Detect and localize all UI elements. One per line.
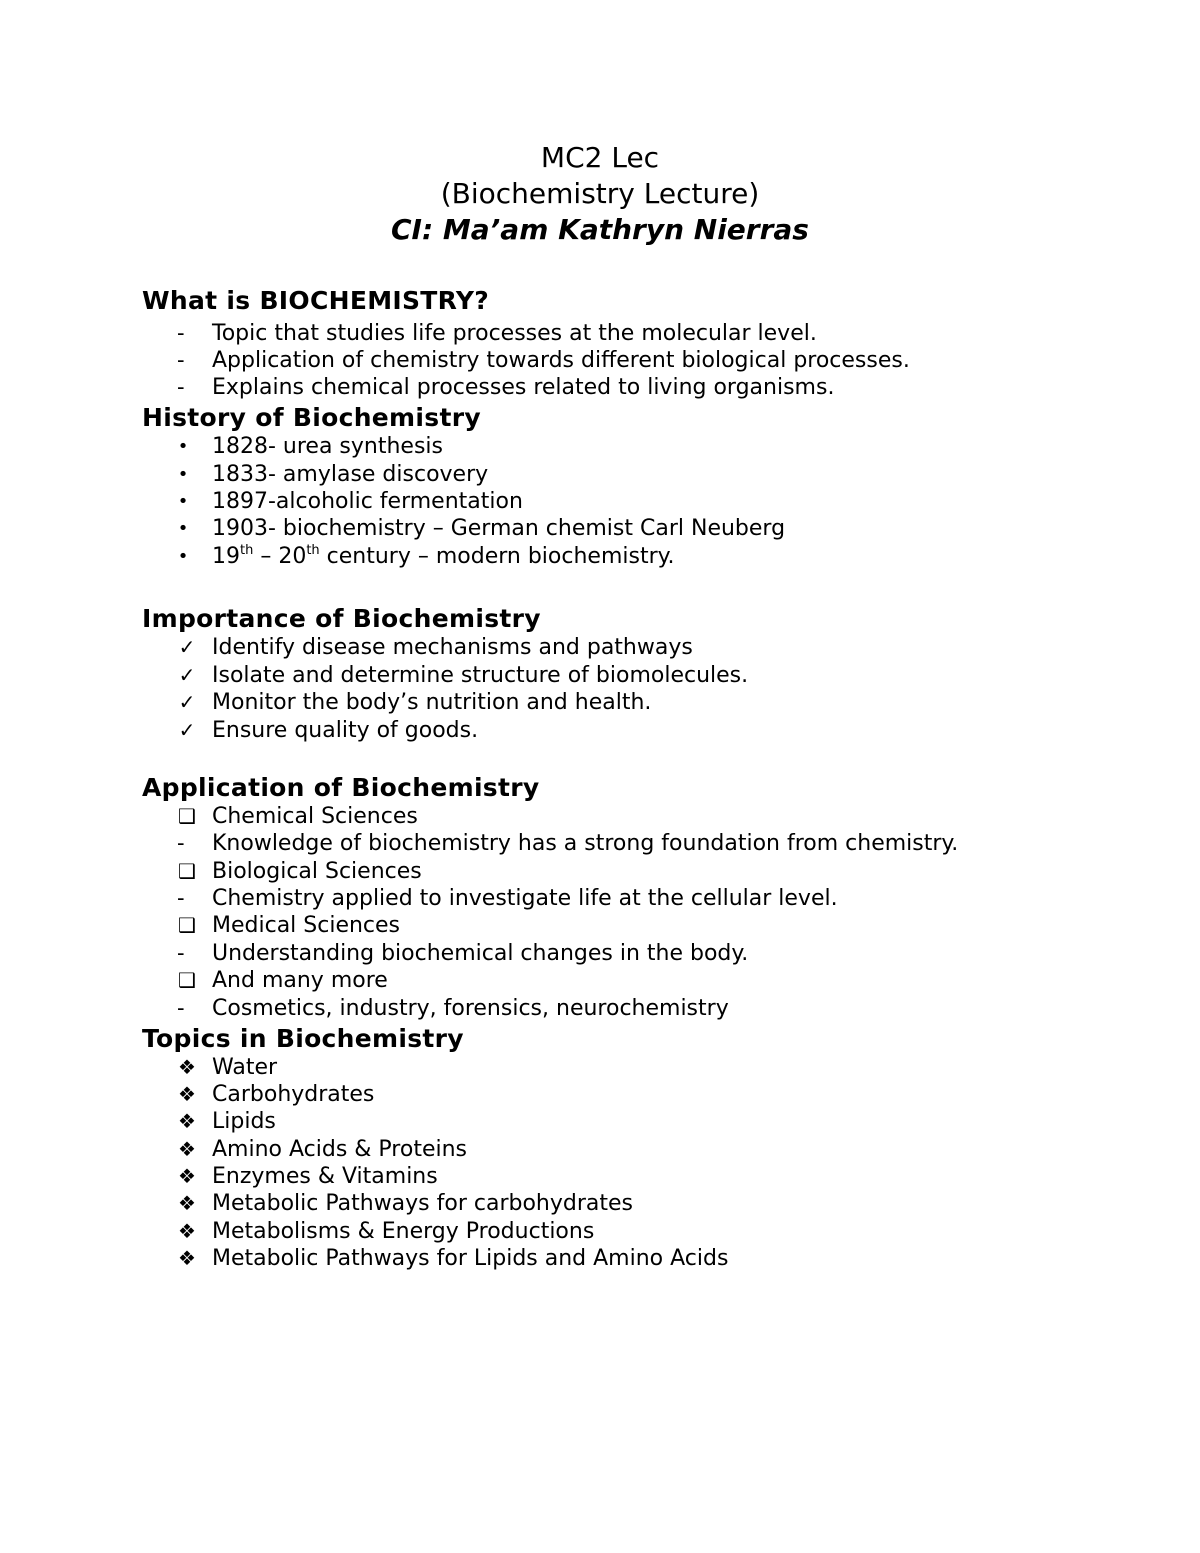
list-item-text: Ensure quality of goods. [212, 718, 479, 743]
list-item-text: Chemistry applied to investigate life at the cellular level. [212, 886, 838, 911]
dot-bullet: • [177, 436, 189, 457]
list-item-text: Explains chemical processes related to living organisms. [212, 375, 835, 400]
century-description: century – modern biochemistry. [319, 544, 675, 569]
list-item-text [212, 543, 675, 570]
list-item-text: Carbohydrates [212, 1082, 375, 1107]
list-item-text: Topic that studies life processes at the molecular level. [212, 321, 817, 346]
century-start: 19 [212, 544, 240, 569]
check-icon: ✓ [178, 635, 196, 659]
check-icon: ✓ [178, 663, 196, 687]
list-item-text: And many more [212, 968, 388, 993]
dot-bullet: • [177, 464, 189, 485]
check-icon: ✓ [178, 718, 196, 742]
list-item-text: Chemical Sciences [212, 804, 418, 829]
list-item-text: Medical Sciences [212, 913, 401, 938]
instructor-line: CI: Ma’am Kathryn Nierras [391, 213, 809, 246]
checkbox-icon: ❑ [178, 804, 196, 828]
list-item-text: Monitor the body’s nutrition and health. [212, 690, 652, 715]
list-item-text: Enzymes & Vitamins [212, 1164, 438, 1189]
course-subtitle: (Biochemistry Lecture) [440, 177, 760, 210]
title-block [0, 140, 1200, 248]
list-item-text: Cosmetics, industry, forensics, neurochemistry [212, 996, 729, 1021]
dash-bullet: - [177, 375, 185, 399]
dash-bullet: - [177, 348, 185, 372]
list-item-text: Application of chemistry towards different biological processes. [212, 348, 910, 373]
list-item-text: Metabolic Pathways for Lipids and Amino Acids [212, 1246, 729, 1271]
dot-bullet: • [177, 546, 189, 567]
century-end: – 20 [253, 544, 307, 569]
check-icon: ✓ [178, 690, 196, 714]
diamond-icon: ❖ [178, 1137, 196, 1161]
diamond-icon: ❖ [178, 1219, 196, 1243]
list-item-text: Identify disease mechanisms and pathways [212, 635, 693, 660]
list-item-text: Metabolic Pathways for carbohydrates [212, 1191, 634, 1216]
list-item-text: 1833- amylase discovery [212, 462, 489, 487]
list-item-text: Knowledge of biochemistry has a strong foundation from chemistry. [212, 831, 959, 856]
diamond-icon: ❖ [178, 1082, 196, 1106]
list-item-text: 1828- urea synthesis [212, 434, 443, 459]
course-title: MC2 Lec [540, 141, 660, 174]
list-item-text: Metabolisms & Energy Productions [212, 1219, 595, 1244]
diamond-icon: ❖ [178, 1109, 196, 1133]
dash-bullet: - [177, 996, 185, 1020]
list-item-text: Lipids [212, 1109, 276, 1134]
diamond-icon: ❖ [178, 1055, 196, 1079]
heading-application: Application of Biochemistry [142, 773, 540, 802]
superscript-th: th [306, 543, 320, 558]
heading-importance: Importance of Biochemistry [142, 604, 541, 633]
diamond-icon: ❖ [178, 1191, 196, 1215]
list-item-text: Water [212, 1055, 278, 1080]
dash-bullet: - [177, 321, 185, 345]
dash-bullet: - [177, 886, 185, 910]
checkbox-icon: ❑ [178, 859, 196, 883]
dash-bullet: - [177, 831, 185, 855]
list-item-text: 1897-alcoholic fermentation [212, 489, 523, 514]
checkbox-icon: ❑ [178, 968, 196, 992]
diamond-icon: ❖ [178, 1246, 196, 1270]
dot-bullet: • [177, 491, 189, 512]
dot-bullet: • [177, 518, 189, 539]
diamond-icon: ❖ [178, 1164, 196, 1188]
checkbox-icon: ❑ [178, 913, 196, 937]
dash-bullet: - [177, 941, 185, 965]
list-item-text: Isolate and determine structure of biomolecules. [212, 663, 749, 688]
heading-what-is: What is BIOCHEMISTRY? [142, 286, 490, 315]
superscript-th: th [240, 543, 254, 558]
list-item-text: Biological Sciences [212, 859, 422, 884]
heading-history: History of Biochemistry [142, 403, 481, 432]
list-item-text: 1903- biochemistry – German chemist Carl Neuberg [212, 516, 786, 541]
heading-topics: Topics in Biochemistry [142, 1024, 464, 1053]
list-item-text: Amino Acids & Proteins [212, 1137, 468, 1162]
list-item-text: Understanding biochemical changes in the body. [212, 941, 749, 966]
